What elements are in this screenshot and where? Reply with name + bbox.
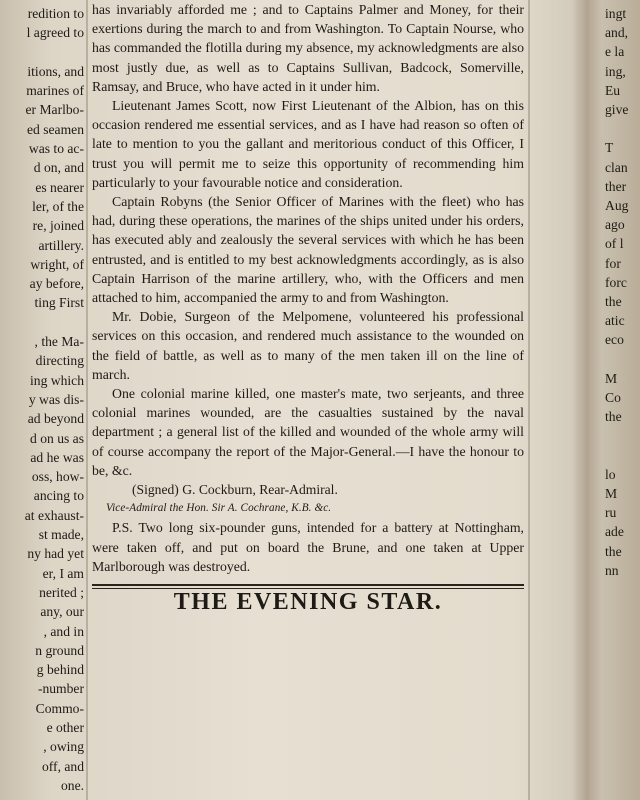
column-text-line: er Marlbo- [25,102,84,118]
column-text-line: Co [605,390,621,406]
paragraph-captain-robyns: Captain Robyns (the Senior Officer of Marines with the fleet) who has had, during these operations, the marines of the ships united under his orders, has executed ably and zealously the several services with which he has been entrusted, and is entitled to my best acknowledgments accordingly, as is also Captain Harrison of the marine artillery, who, with the Officers and men attached to him, accompanied the army to and from Washington. [92,194,524,306]
column-text-line [605,426,640,445]
column-text-line: ay before, [29,276,84,292]
column-divider-left [86,0,88,800]
paragraph-casualties: One colonial marine killed, one master's mate, two serjeants, and three colonial marines wounded, are the casualties sustained by the naval department ; a general list of the killed and wounded of the whole army will of course accompany the report of the Major-General.—I have the honour to be, &c. [92,386,524,478]
column-text-line: directing [35,353,84,369]
page-fold-shadow [572,0,602,800]
column-text-line: ting First [34,295,84,311]
column-text-line: ther [605,178,627,194]
masthead-evening-star: THE EVENING STAR. [173,589,443,613]
column-text-line: ed seamen [27,121,84,137]
column-text-line: ingt [605,6,627,21]
column-text-line: the [605,543,622,559]
column-text-line: clan [605,159,628,175]
column-text-line: Commo- [35,700,84,716]
column-text-line: nn [605,562,619,578]
column-text-line: ade [605,524,624,540]
column-text-line: was to ac- [28,141,84,157]
right-column [605,4,640,580]
column-text-line: wright, of [30,256,84,272]
column-text-line: marines of [26,83,84,99]
column-text-line: d on us as [30,430,84,446]
column-text-line: ancing to [33,488,84,504]
paragraph-mr-dobie: Mr. Dobie, Surgeon of the Melpomene, volunteered his professional services on this occasion, and rendered much assistance to the wounded on the field of battle, as well as to many of the men taken ill on the line of march. [92,309,524,382]
column-text-line: forc [605,274,627,290]
column-text-line: eco [605,332,624,348]
column-text-line: M [605,486,618,502]
postscript-paragraph: P.S. Two long six-pounder guns, intended for a battery at Nottingham, were taken off, and put on board the Brune, and one taken at Upper Marlborough was destroyed. [92,520,524,574]
column-text-line: , and in [43,623,84,639]
column-text-line: off, and [41,758,84,774]
addressee-line: Vice-Admiral the Hon. Sir A. Cochrane, K.B. &c. [106,502,332,515]
column-text-line: re, joined [32,218,84,234]
column-text-line: er, I am [42,565,84,581]
column-text-line: lo [605,466,616,482]
column-text-line [605,350,640,369]
column-divider-right [528,0,530,800]
column-text-line: itions, and [27,63,84,79]
column-text-line: one. [60,777,84,793]
column-text-line: Aug [605,198,629,214]
column-text-line: e la [605,44,625,60]
signature-line: (Signed) G. Cockburn, Rear-Admiral. [132,482,338,498]
column-text-line [605,119,640,138]
column-text-line: M [605,370,618,386]
column-text-line: -number [37,681,84,697]
column-text-line: atic [605,313,625,329]
column-text-line: ru [605,505,617,521]
column-text-line: st made, [38,527,84,543]
column-text-line: ny had yet [27,546,84,562]
column-text-line: n ground [35,642,84,658]
column-text-line: , the Ma- [34,334,84,350]
left-column [0,4,84,795]
column-text-line: and, [605,25,629,41]
column-text-line: Eu [605,82,621,98]
column-text-line: the [605,409,622,425]
column-text-line: redition to [27,6,84,21]
column-text-line: ad beyond [27,411,84,427]
column-text-line [0,313,84,332]
paragraph-acknowledgments: has invariably afforded me ; and to Captains Palmer and Money, for their exertions during the march to and from Washington. To Captain Nourse, who has commanded the flotilla during my absence, my acknowledgments are also most justly due, as well as to Captains Sullivan, Badcock, Somerville, Ramsay, and Bruce, who have acted in it under him. [92,2,524,94]
column-text-line: the [605,294,622,310]
column-text-line: oss, how- [31,469,84,485]
column-text-line: T [605,140,614,156]
column-text-line [605,446,640,465]
column-text-line: ad he was [30,449,84,465]
column-text-line: ing which [30,372,84,388]
column-text-line: give [605,102,629,118]
column-text-line [0,43,84,62]
column-text-line: for [605,255,621,271]
column-text-line: artillery. [38,237,84,253]
column-text-line: ing, [605,63,626,79]
column-text-line: , owing [43,739,84,755]
column-text-line: ago [605,217,625,233]
column-text-line: of l [605,236,624,252]
column-text-line: at exhaust- [24,507,84,523]
column-text-line: l agreed to [26,25,84,41]
main-column [92,0,524,612]
column-text-line: y was dis- [28,391,84,407]
column-text-line: nerited ; [39,584,84,600]
column-text-line: es nearer [35,179,84,195]
column-text-line: g behind [36,662,84,678]
column-text-line: any, our [40,604,84,620]
column-text-line: d on, and [33,160,84,176]
paragraph-lieutenant-scott: Lieutenant James Scott, now First Lieutenant of the Albion, has on this occasion rendered me essential services, and as I have had reason so often of late to mention to you the gallant and meritorious conduct of this Officer, I trust you will permit me to seize this opportunity of recommending him particularly to your favourable notice and consideration. [92,98,524,190]
column-text-line: e other [46,719,84,735]
column-text-line: ler, of the [32,198,84,214]
